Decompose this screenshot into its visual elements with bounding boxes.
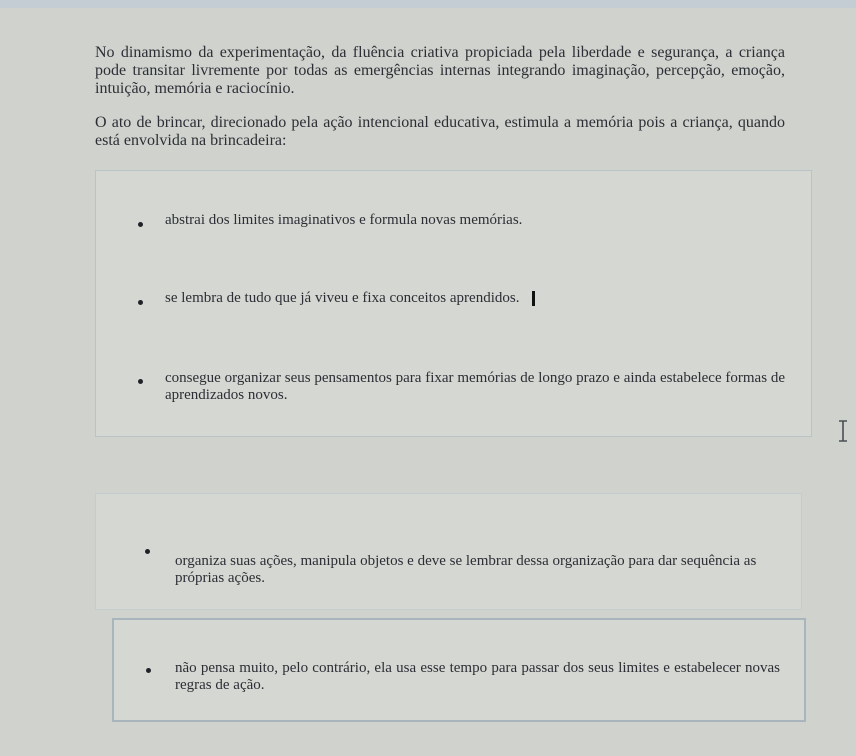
- option-4-text: organiza suas ações, manipula objetos e deve se lembrar dessa organização para dar sequência as próprias ações.: [175, 553, 757, 586]
- option-3-text: consegue organizar seus pensamentos para fixar memórias de longo prazo e ainda estabelece formas de aprendizados novos.: [165, 370, 785, 403]
- question-paragraph-2: O ato de brincar, direcionado pela ação intencional educativa, estimula a memória pois a criança, quando está envolvida na brincadeira:: [95, 114, 785, 149]
- question-paragraph-1: No dinamismo da experimentação, da fluência criativa propiciada pela liberdade e segurança, a criança pode transitar livremente por todas as emergências internas integrando imaginação, percepção, emoção, intuição, memória e raciocínio.: [95, 44, 785, 97]
- top-bar: [0, 0, 856, 8]
- bullet-icon: [146, 668, 151, 673]
- options-box-4: [95, 493, 802, 610]
- option-2-text: se lembra de tudo que já viveu e fixa conceitos aprendidos.: [165, 290, 520, 306]
- bullet-icon: [138, 222, 143, 227]
- bullet-icon: [138, 379, 143, 384]
- bullet-icon: [145, 549, 150, 554]
- text-caret: [532, 291, 535, 306]
- text-cursor-icon: [838, 420, 848, 442]
- option-1-text: abstrai dos limites imaginativos e formula novas memórias.: [165, 212, 523, 228]
- bullet-icon: [138, 300, 143, 305]
- option-5-text: não pensa muito, pelo contrário, ela usa esse tempo para passar dos seus limites e estabelecer novas regras de ação.: [175, 660, 780, 693]
